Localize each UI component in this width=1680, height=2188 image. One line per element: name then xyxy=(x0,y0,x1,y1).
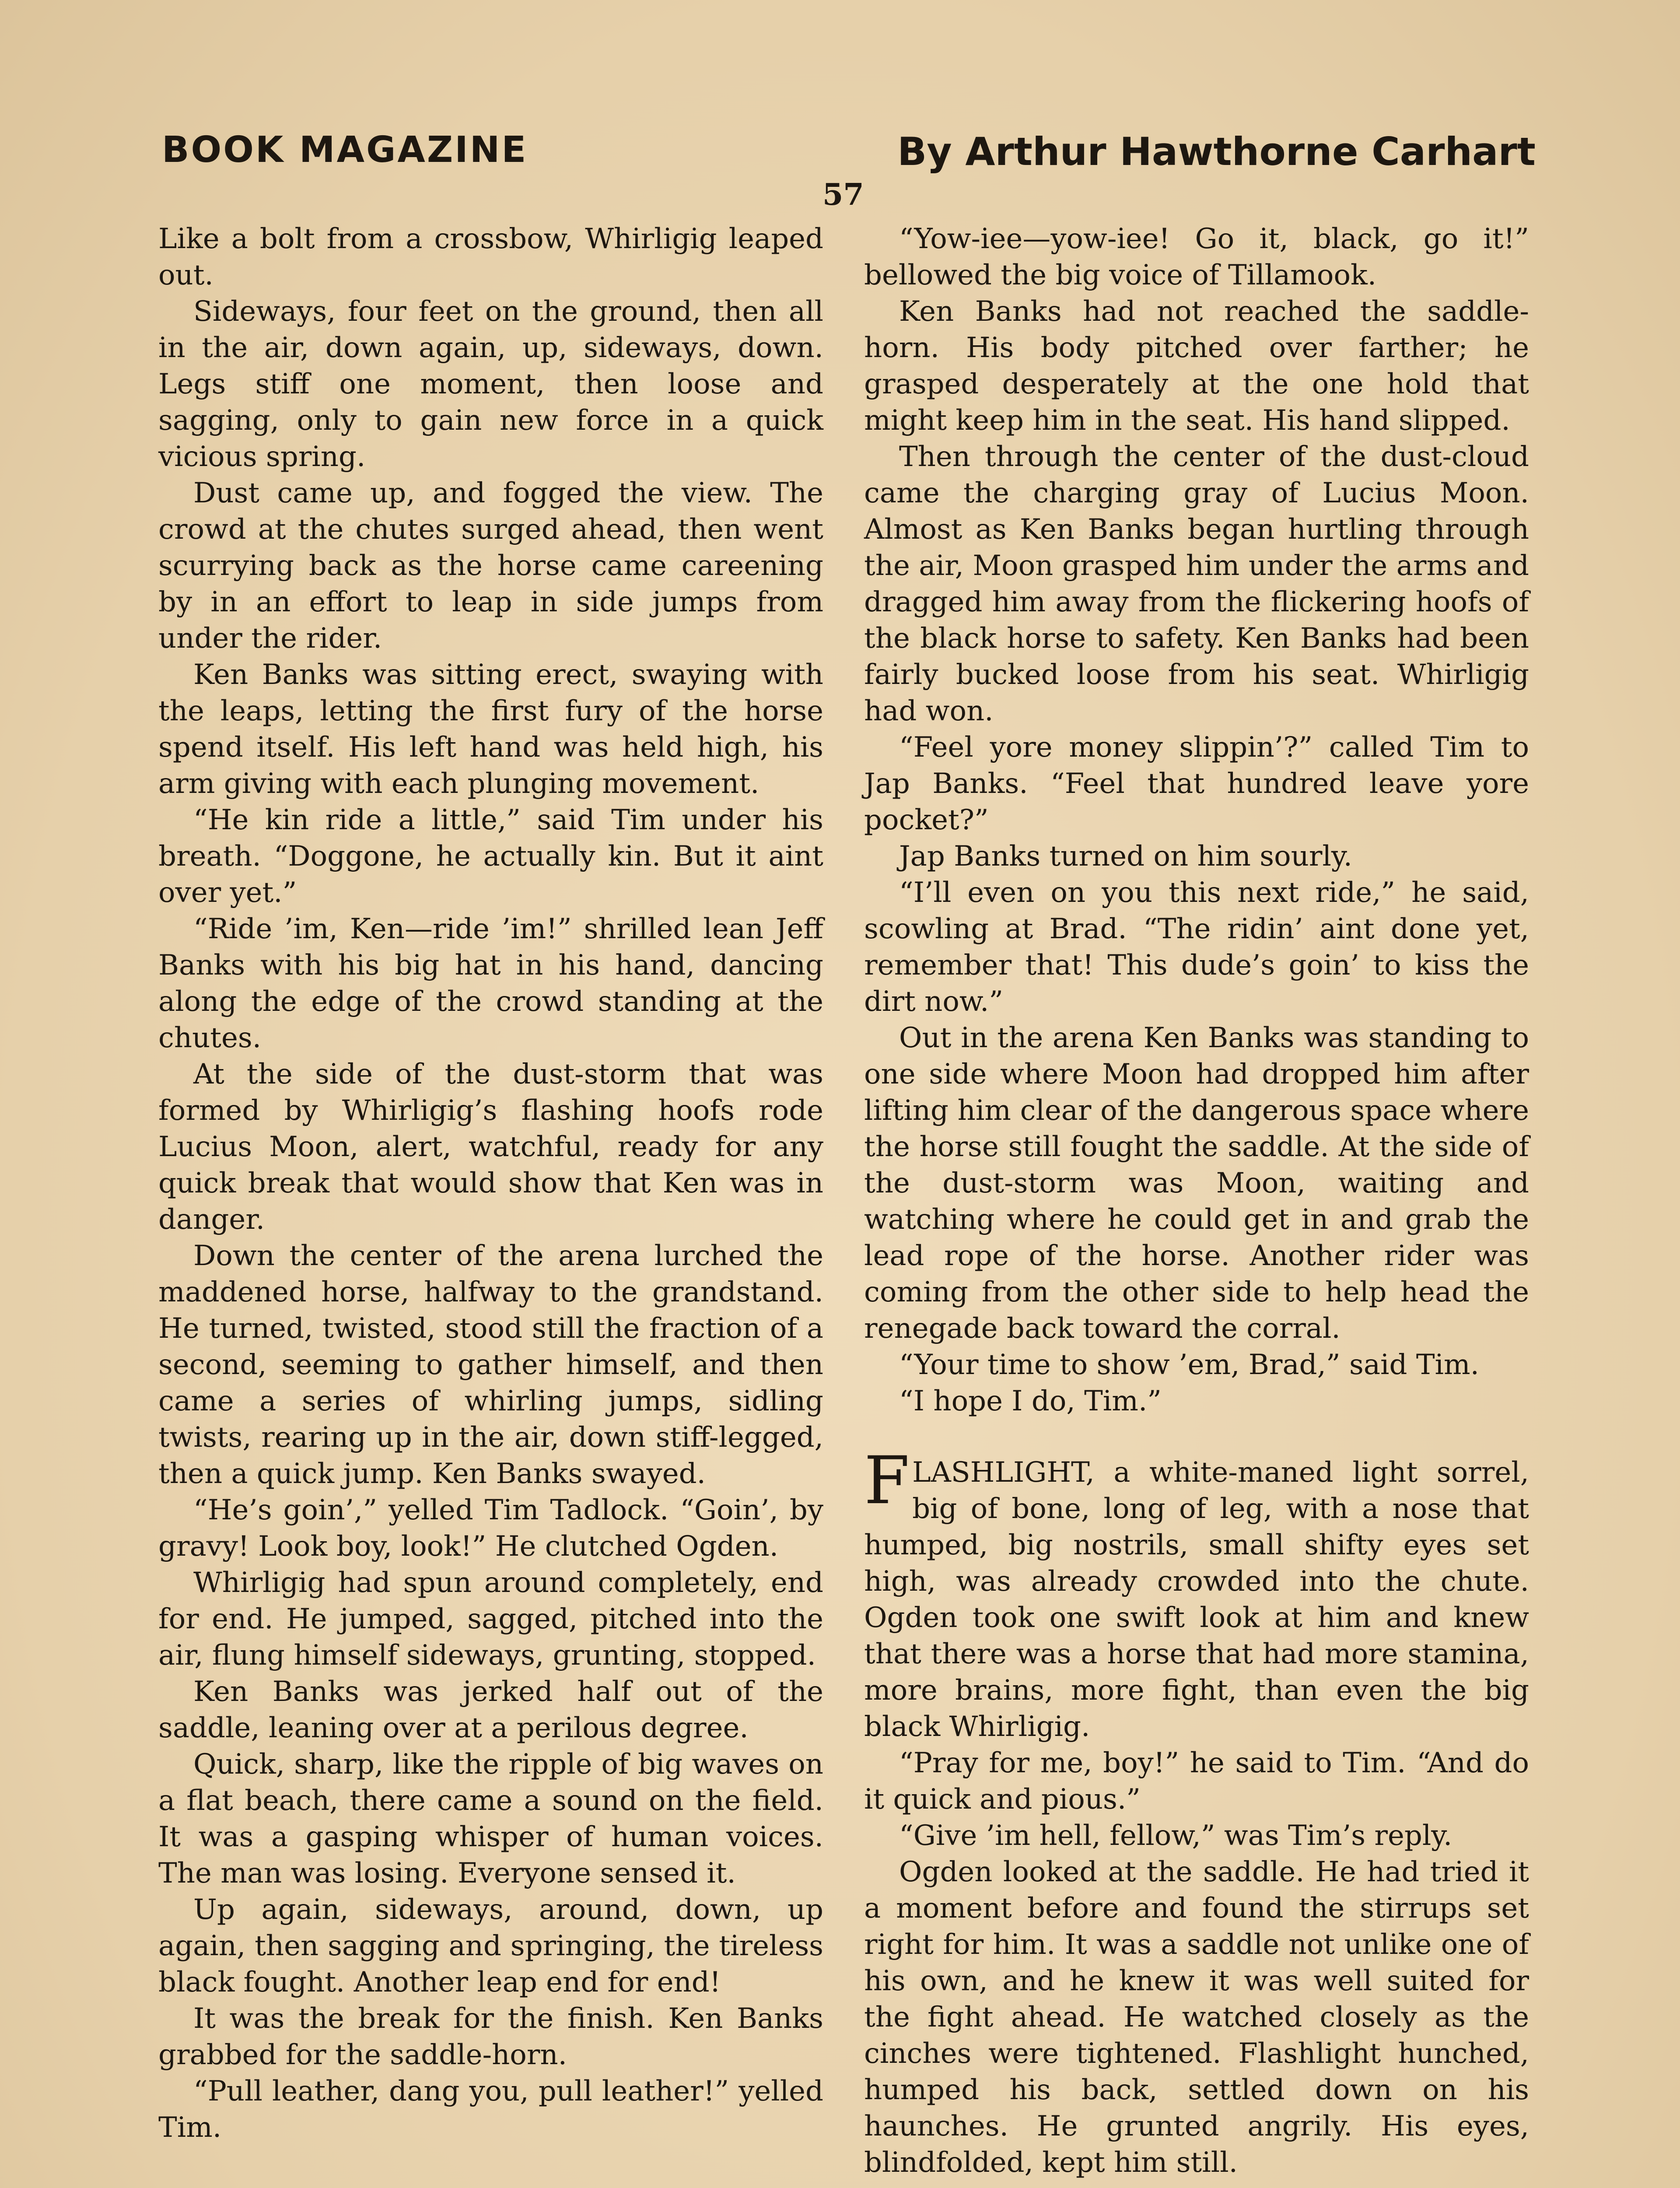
paragraph: It was the break for the finish. Ken Banks grabbed for the saddle-horn. xyxy=(158,2002,823,2071)
paragraph: At the side of the dust-storm that was formed by Whirligig’s flashing hoofs rode Lucius Moon, alert, watchful, ready for any quick break that would show that Ken was in danger. xyxy=(158,1058,823,1236)
page-number: 57 xyxy=(822,177,864,212)
paragraph: “Ride ’im, Ken—ride ’im!” shrilled lean Jeff Banks with his big hat in his hand, dancing along the edge of the crowd standing at the chutes. xyxy=(158,913,823,1054)
paragraph: “Give ’im hell, fellow,” was Tim’s reply. xyxy=(899,1820,1452,1852)
right-column xyxy=(864,221,1529,2181)
paragraph: “Pray for me, boy!” he said to Tim. “And do it quick and pious.” xyxy=(864,1747,1529,1816)
section-opening-paragraph xyxy=(864,1443,1529,1745)
paragraph: Whirligig had spun around completely, end for end. He jumped, sagged, pitched into the air, flung himself sideways, grunting, stopped. xyxy=(158,1567,823,1672)
left-column xyxy=(158,221,823,2146)
running-header-author: By Arthur Hawthorne Carhart xyxy=(897,129,1536,174)
paragraph: Ken Banks was sitting erect, swaying with the leaps, letting the first fury of the horse spend itself. His left hand was held high, his arm giving with each plunging movement. xyxy=(158,659,823,800)
paragraph: Out in the arena Ken Banks was standing to one side where Moon had dropped him after lifting him clear of the dangerous space where the horse still fought the saddle. At the side of the dust-storm was Moon, waiting and watching where he could get in and grab the lead rope of the horse. Another rider was coming from the other side to help head the renegade back toward the corral. xyxy=(864,1022,1529,1345)
paragraph: Down the center of the arena lurched the maddened horse, halfway to the grandstand. He turned, twisted, stood still the fraction of a second, seeming to gather himself, and then came a series of whirling jumps, sidling twists, rearing up in the air, down stiff-legged, then a quick jump. Ken Banks swayed. xyxy=(158,1240,823,1490)
paragraph: Up again, sideways, around, down, up again, then sagging and springing, the tireless black fought. Another leap end for end! xyxy=(158,1893,823,1999)
paragraph: “Feel yore money slippin’?” called Tim to Jap Banks. “Feel that hundred leave yore pocket?” xyxy=(864,731,1529,836)
paragraph: Quick, sharp, like the ripple of big waves on a flat beach, there came a sound on the field. It was a gasping whisper of human voices. The man was losing. Everyone sensed it. xyxy=(158,1748,823,1890)
drop-cap: F xyxy=(864,1443,910,1519)
paragraph: “Yow-iee—yow-iee! Go it, black, go it!” bellowed the big voice of Tillamook. xyxy=(864,223,1529,291)
paragraph: Ogden looked at the saddle. He had tried it a moment before and found the stirrups set right for him. It was a saddle not unlike one of his own, and he knew it was well suited for the fight ahead. He watched closely as the cinches were tightened. Flashlight hunched, humped his back, settled down on his haunches. He grunted angrily. His eyes, blindfolded, kept him still. xyxy=(864,1856,1529,2179)
paragraph: Like a bolt from a crossbow, Whirligig leaped out. xyxy=(158,223,823,291)
paragraph: “Your time to show ’em, Brad,” said Tim. xyxy=(899,1349,1479,1381)
paragraph: “He’s goin’,” yelled Tim Tadlock. “Goin’, by gravy! Look boy, look!” He clutched Ogden. xyxy=(158,1494,823,1563)
paragraph: Ken Banks was jerked half out of the saddle, leaning over at a perilous degree. xyxy=(158,1676,823,1744)
running-header-magazine: BOOK MAGAZINE xyxy=(162,129,528,171)
section-opening-text: LASHLIGHT, a white-maned light sorrel, big of bone, long of leg, with a nose that humped, big nostrils, small shifty eyes set high, was already crowded into the chute. Ogden took one swift look at him and knew that there was a horse that had more stamina, more brains, more fight, than even the big black Whirligig. xyxy=(864,1456,1529,1743)
paragraph: Dust came up, and fogged the view. The crowd at the chutes surged ahead, then went scurrying back as the horse came careening by in an effort to leap in side jumps from under the rider. xyxy=(158,477,823,655)
paragraph: Jap Banks turned on him sourly. xyxy=(899,840,1352,873)
paragraph: “He kin ride a little,” said Tim under his breath. “Doggone, he actually kin. But it aint over yet.” xyxy=(158,804,823,909)
paragraph: Sideways, four feet on the ground, then all in the air, down again, up, sideways, down. Legs stiff one moment, then loose and sagging, only to gain new force in a quick vicious spring. xyxy=(158,295,823,473)
paragraph: “I hope I do, Tim.” xyxy=(899,1385,1162,1417)
paragraph: “I’ll even on you this next ride,” he said, scowling at Brad. “The ridin’ aint done yet, remember that! This dude’s goin’ to kiss the dirt now.” xyxy=(864,877,1529,1018)
paragraph: Ken Banks had not reached the saddle-horn. His body pitched over farther; he grasped desperately at the one hold that might keep him in the seat. His hand slipped. xyxy=(864,295,1529,437)
paragraph: “Pull leather, dang you, pull leather!” yelled Tim. xyxy=(158,2075,823,2144)
paragraph: Then through the center of the dust-cloud came the charging gray of Lucius Moon. Almost as Ken Banks began hurtling through the air, Moon grasped him under the arms and dragged him away from the flickering hoofs of the black horse to safety. Ken Banks had been fairly bucked loose from his seat. Whirligig had won. xyxy=(864,441,1529,727)
